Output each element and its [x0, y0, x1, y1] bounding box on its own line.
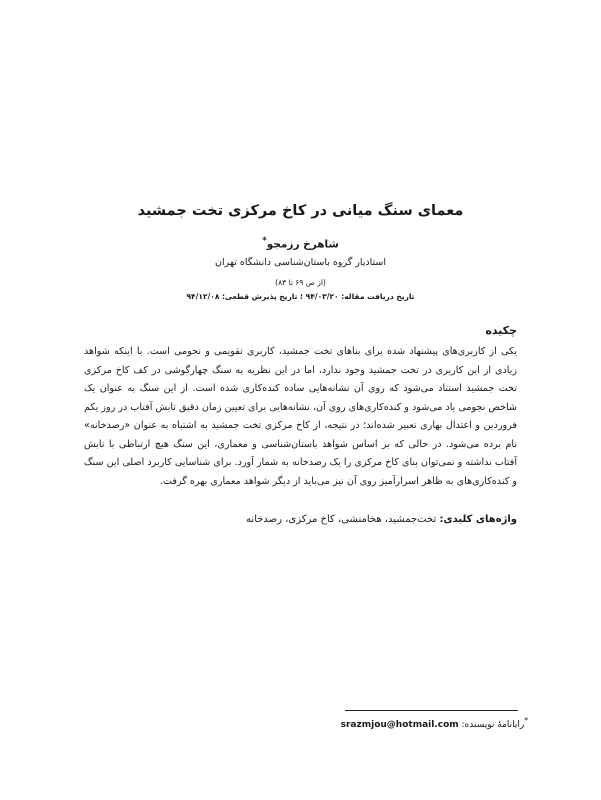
keywords-label: واژه‌های کلیدی: — [439, 514, 517, 525]
author-name: شاهرخ رزمجو — [266, 238, 339, 251]
footnote — [108, 716, 528, 730]
author-affiliation: استادیار گروه باستان‌شناسی دانشگاه تهران — [215, 257, 386, 268]
author-footnote-marker: * — [262, 236, 267, 246]
author-email[interactable]: srazmjou@hotmail.com — [340, 720, 459, 730]
keywords-text: تخت‌جمشید، هخامنشی، کاخ مرکزی، رصدخانه — [246, 514, 437, 525]
abstract-heading: چکیده — [485, 324, 517, 337]
author-line — [60, 236, 541, 251]
keywords-line — [84, 514, 517, 525]
received-accepted-dates: تاریخ دریافت مقاله: ۹۴/۰۳/۲۰ ؛ تاریخ پذیرش قطعی: ۹۴/۱۲/۰۸ — [186, 292, 415, 301]
footnote-marker: * — [524, 716, 528, 725]
footnote-label: رایانامهٔ نویسنده: — [461, 720, 525, 730]
abstract-body: یکی از کاربری‌های پیشنهاد شده برای بناهای تخت جمشید، کاربری تقویمی و نجومی است. با اینکه شواهد زیادی از این کاربری در تخت جمشید وجود ندارد، اما در این نظریه به سنگ چهارگوشی در کف کاخ مرکزی تخت جمشید استناد می‌شود که روی آن نشانه‌هایی ساده کنده‌کاری شده است. از این سنگ به عنوان یک شاخص نجومی یاد می‌شود و کنده‌کاری‌های روی آن، نشانه‌هایی برای تعیین زمان دقیق تابش آفتاب در روز یکم فروردین و اعتدال بهاری تعبیر شده‌اند؛ در نتیجه، از کاخ مرکزی تخت جمشید به اشتباه به عنوان «رصدخانه» نام برده می‌شود. در حالی که بر اساس شواهد باستان‌شناسی و معماری، این سنگ هیچ ارتباطی با تابش آفتاب نداشته و نمی‌توان بنای کاخ مرکزی را یک رصدخانه به شمار آورد. برای شناسایی کاربرد اصلی این سنگ و کنده‌کاری‌های به ظاهر اسرارآمیز روی آن نیز می‌باید از دیگر شواهد معماری بهره گرفت. — [84, 346, 517, 487]
footnote-divider — [345, 710, 518, 711]
article-title: معمای سنگ میانی در کاخ مرکزی تخت جمشید — [137, 203, 464, 219]
page-range: (از ص ۶۹ تا ۸۳) — [275, 278, 326, 287]
